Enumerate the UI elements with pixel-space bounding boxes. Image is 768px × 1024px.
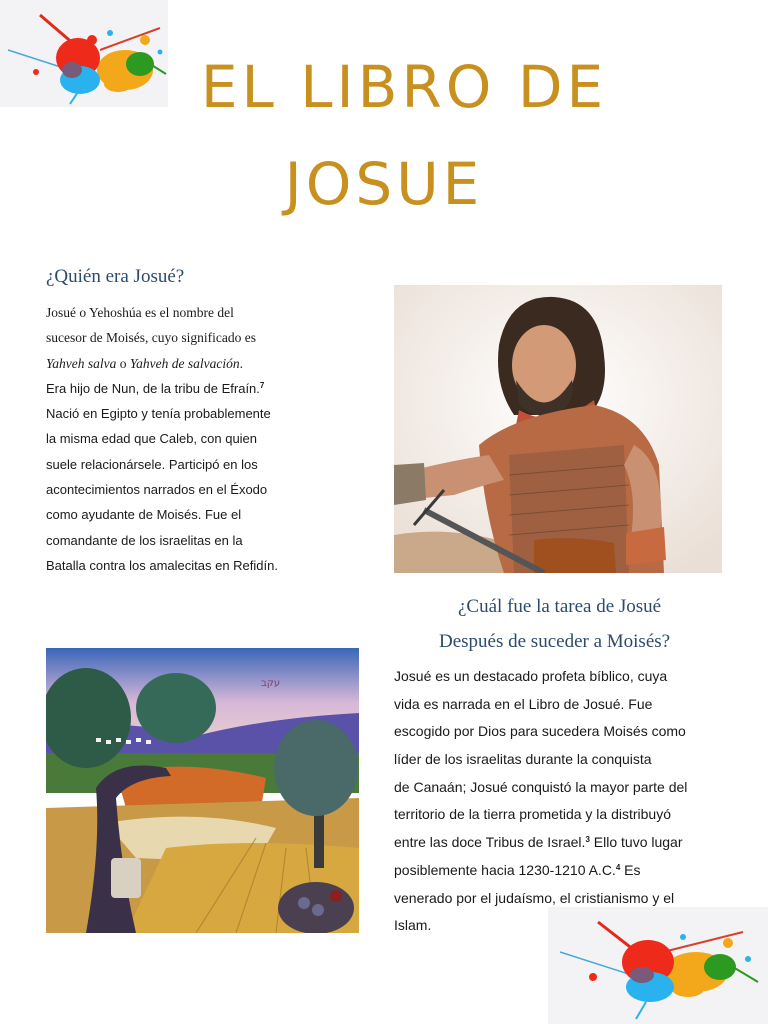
text-line: comandante de los israelitas en la xyxy=(46,532,243,548)
text-line xyxy=(394,857,687,885)
text-fragment: o xyxy=(116,355,130,371)
italic-phrase: Yahveh de salvación xyxy=(129,355,240,371)
text-line: Nació en Egipto y tenía probablemente xyxy=(46,406,271,422)
text-line: la misma edad que Caleb, con quien xyxy=(46,431,258,447)
document-title-line-1: EL LIBRO DE xyxy=(200,53,608,121)
section-1-paragraph xyxy=(46,300,278,578)
section-2-paragraph xyxy=(394,663,687,940)
footnote-reference[interactable]: 4 xyxy=(615,862,621,872)
text-line: vida es narrada en el Libro de Josué. Fue xyxy=(394,695,653,712)
paint-splash-icon xyxy=(548,907,768,1024)
text-line: suele relacionársele. Participó en los xyxy=(46,456,258,472)
landscape-painting xyxy=(46,648,359,933)
text-line: Josué o Yehoshúa es el nombre del xyxy=(46,305,234,320)
section-heading-quien-era-josue: ¿Quién era Josué? xyxy=(46,266,185,287)
text-line: territorio de la tierra prometida y la distribuyó xyxy=(394,806,672,823)
text-line: sucesor de Moisés, cuyo significado es xyxy=(46,330,256,346)
text-line: Batalla contra los amalecitas en Refidín. xyxy=(46,557,278,573)
text-fragment: . xyxy=(239,355,243,371)
section-heading-tarea-de-josue-line-1: ¿Cuál fue la tarea de Josué xyxy=(458,596,662,617)
section-heading-tarea-de-josue-line-2: Después de suceder a Moisés? xyxy=(439,631,671,652)
text-fragment: Era hijo de Nun, de la tribu de Efraín. xyxy=(46,380,260,396)
footnote-reference[interactable]: 3 xyxy=(585,835,590,845)
italic-phrase: Yahveh salva xyxy=(46,355,117,371)
text-line: Josué es un destacado profeta bíblico, cuya xyxy=(394,668,668,684)
text-line: de Canaán; Josué conquistó la mayor parte del xyxy=(394,778,688,795)
text-line xyxy=(46,376,278,401)
svg-text:עקב: עקב xyxy=(261,678,281,689)
text-fragment: posiblemente hacia 1230-1210 A.C. xyxy=(394,861,616,878)
text-line: escogido por Dios para sucedera Moisés como xyxy=(394,723,686,740)
josue-portrait-photo xyxy=(394,285,722,573)
text-fragment: Es xyxy=(620,861,641,878)
text-line: como ayudante de Moisés. Fue el xyxy=(46,507,242,523)
text-line: venerado por el judaísmo, el cristianismo y el xyxy=(394,889,675,906)
document-title-line-2: JOSUE xyxy=(284,150,484,218)
text-line: acontecimientos narrados en el Éxodo xyxy=(46,482,268,498)
text-fragment: entre las doce Tribus de Israel. xyxy=(394,834,586,851)
text-line xyxy=(394,829,687,857)
text-line xyxy=(46,351,278,376)
footnote-reference[interactable]: 7 xyxy=(259,380,265,390)
text-line: Islam. xyxy=(394,917,432,934)
text-line: líder de los israelitas durante la conquista xyxy=(394,751,652,768)
text-fragment: Ello tuvo lugar xyxy=(589,834,683,851)
